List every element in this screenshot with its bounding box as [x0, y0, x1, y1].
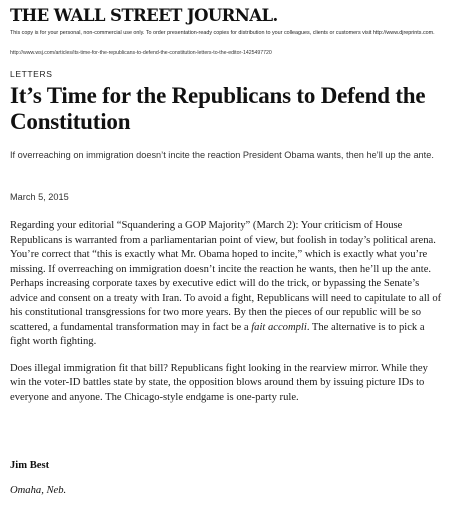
paragraph-1-text: Regarding your editorial “Squandering a GOP Majority” (March 2): Your criticism of House Republicans is warranted from a parliamentarian point of view, but foolish in today’s political arena. You’re correct that “this is exactly what Mr. Obama hoped to incite,” which is exactly what you’re missing. If overreaching on immigration doesn’t incite the reaction he wants, then he’ll up the ante. Perhaps increasing corporate taxes by executive edict will do the trick, or bypassing the Senate’s advice and consent on a treaty with Iran. To avoid a fight, Republicans will need to capitulate to all of his constitutional transgressions for two more years. By then the pieces of our republic will be so scattered, a fundamental transformation may in fact be a [10, 220, 442, 333]
paragraph-1 [10, 219, 444, 350]
letter-body [10, 219, 444, 417]
article-url: http://www.wsj.com/articles/its-time-for-the-republicans-to-defend-the-constitution-letters-to-the-editor-1425497720 [10, 50, 272, 56]
headline: It’s Time for the Republicans to Defend the Constitution [10, 83, 426, 134]
author-location: Omaha, Neb. [10, 485, 67, 496]
section-label: LETTERS [10, 69, 53, 79]
paragraph-1-italic: fait accompli [251, 321, 307, 333]
subheadline: If overreaching on immigration doesn’t incite the reaction President Obama wants, then he’ll up the ante. [10, 150, 434, 160]
masthead-logo: THE WALL STREET JOURNAL. [10, 6, 278, 25]
author-signature: Jim Best [10, 460, 50, 471]
publish-date: March 5, 2015 [10, 192, 69, 202]
reprint-disclaimer: This copy is for your personal, non-commercial use only. To order presentation-ready copies for distribution to your colleagues, clients or customers visit http://www.djreprints.com. [10, 30, 435, 36]
paragraph-2: Does illegal immigration fit that bill? Republicans fight looking in the rearview mirror. While they win the voter-ID battles state by state, the opposition blows around them by issuing picture IDs to everyone and anyone. The Chicago-style endgame is one-party rule. [10, 362, 428, 403]
paragraph-1-tail: . The alternative is to pick a fight worth fighting. [10, 321, 425, 347]
